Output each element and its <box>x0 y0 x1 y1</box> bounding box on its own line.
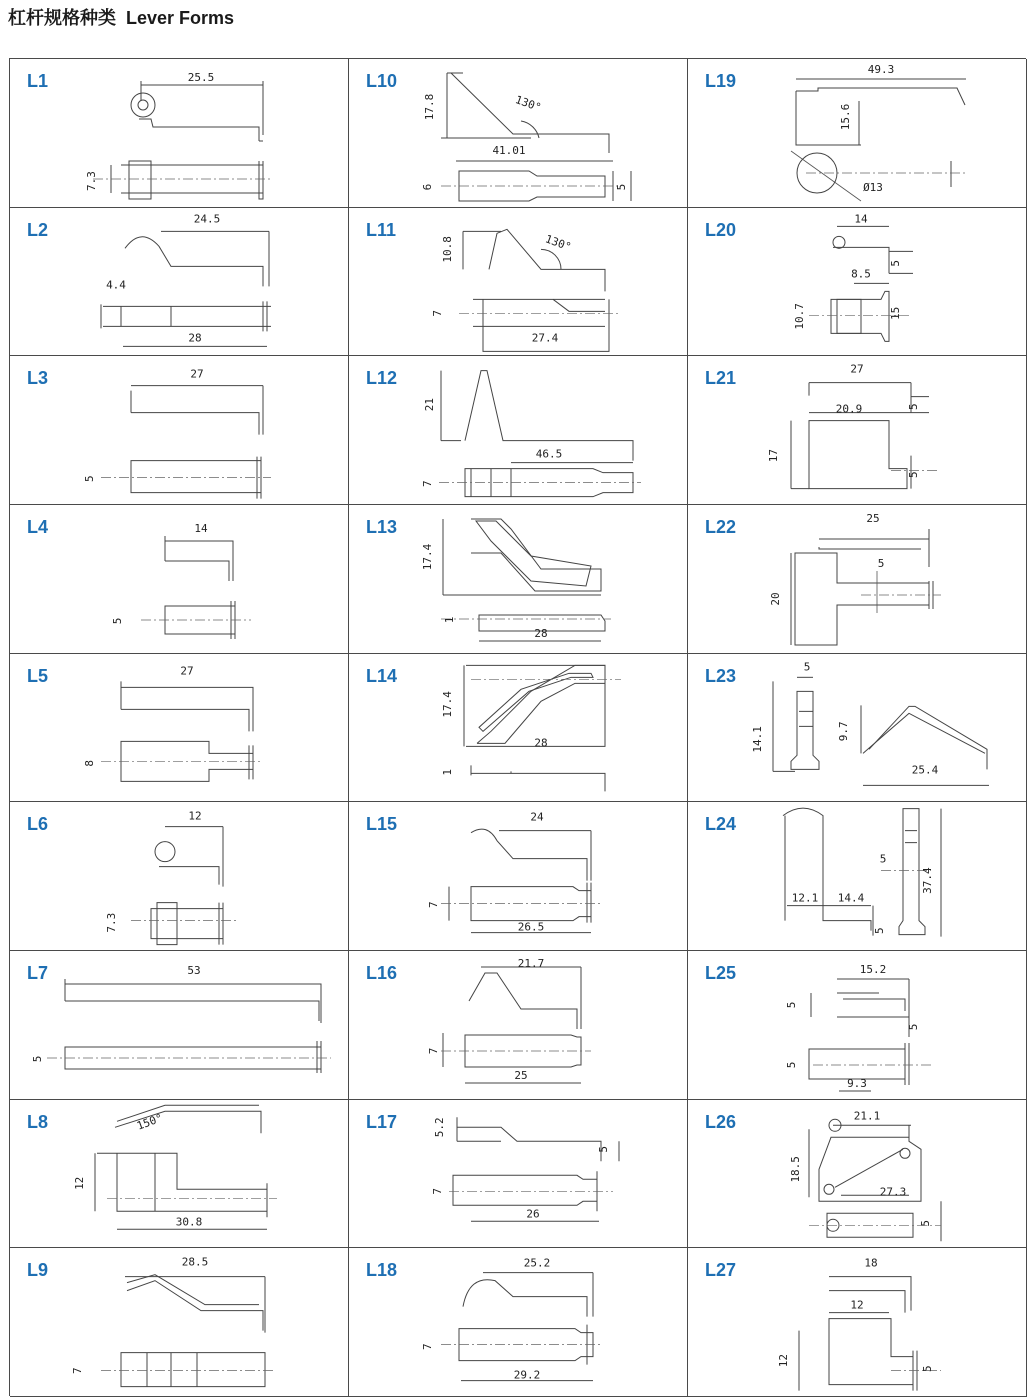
lever-cell-l9 <box>10 1248 349 1397</box>
dimension-label: 8 <box>83 759 96 767</box>
outline-path <box>121 709 249 731</box>
roller-circle <box>833 236 845 248</box>
outline-path <box>829 1291 905 1313</box>
lever-drawing <box>688 356 1027 505</box>
dimension-label: 7 <box>427 1047 440 1055</box>
outline-path <box>147 1353 197 1387</box>
lever-code: L21 <box>705 368 737 389</box>
lever-code: L8 <box>27 1111 49 1132</box>
lever-drawing <box>349 951 688 1100</box>
dimension-label: 5 <box>31 1055 44 1063</box>
lever-code: L24 <box>705 814 737 835</box>
lever-drawing <box>10 356 349 505</box>
lever-code: L18 <box>366 1260 398 1281</box>
outline-path <box>809 1049 905 1079</box>
dimension-label: 130° <box>543 232 573 254</box>
dimension-label: 18.5 <box>789 1155 802 1183</box>
lever-drawing <box>349 1100 688 1249</box>
lever-code: L1 <box>27 71 49 91</box>
lever-cell-l12 <box>349 356 688 505</box>
lever-drawing <box>349 802 688 951</box>
outline-path <box>139 119 259 141</box>
dimension-label: 27.4 <box>531 330 559 344</box>
outline-path <box>905 831 917 843</box>
lever-cell-l18 <box>349 1248 688 1397</box>
outline-path <box>819 547 921 549</box>
outline-path <box>131 413 259 435</box>
outline-path <box>159 867 219 885</box>
outline-path <box>471 519 601 591</box>
dimension-label: 5 <box>921 1365 934 1373</box>
dimension-label: 130° <box>513 93 543 115</box>
lever-drawing <box>10 1100 349 1249</box>
dimension-label: 1 <box>443 616 456 624</box>
dimension-label: 27 <box>180 663 194 677</box>
outline-path <box>453 1175 597 1205</box>
dimension-label: 14 <box>194 521 208 535</box>
lever-drawing <box>10 505 349 654</box>
dimension-label: 46.5 <box>535 447 563 461</box>
dimension-label: 5 <box>877 556 885 570</box>
lever-cell-l5 <box>10 654 349 803</box>
lever-drawing <box>688 802 1027 951</box>
outline-path <box>165 561 229 581</box>
dimension-label: 5 <box>873 927 886 935</box>
dimension-label: 27.3 <box>879 1184 907 1198</box>
dimension-label: 5 <box>879 852 887 866</box>
dimension-label: 14.4 <box>837 891 865 905</box>
dimension-label: 37.4 <box>921 867 934 895</box>
dimension-label: 150° <box>135 1110 165 1133</box>
lever-cell-l14 <box>349 654 688 803</box>
dimension-label: 7 <box>431 309 444 317</box>
outline-path <box>103 306 271 326</box>
outline-path <box>457 1127 601 1161</box>
dimension-label: 5 <box>83 475 96 483</box>
lever-code: L14 <box>366 665 398 686</box>
outline-path <box>97 1153 267 1211</box>
outline-path <box>863 713 985 753</box>
dimension-label: 12 <box>850 1298 864 1312</box>
page-title-cn: 杠杆规格种类 <box>8 8 116 28</box>
dimension-label: 10.7 <box>793 302 806 330</box>
outline-path <box>131 461 261 493</box>
lever-cell-l24 <box>688 802 1027 951</box>
lever-code: L3 <box>27 368 49 389</box>
dimension-label: 24.5 <box>193 211 221 225</box>
dimension-label: 20 <box>769 592 782 606</box>
dimension-label: 7.3 <box>105 912 118 933</box>
lever-drawing <box>349 654 688 803</box>
lever-code: L5 <box>27 665 49 686</box>
outline-path <box>65 1001 319 1021</box>
outline-path <box>121 1353 265 1387</box>
roller-circle <box>155 842 175 862</box>
lever-drawing <box>10 951 349 1100</box>
lever-forms-grid <box>9 58 1026 1396</box>
lever-drawing <box>349 505 688 654</box>
dimension-label: 5 <box>907 471 920 479</box>
dimension-label: 5 <box>919 1219 932 1227</box>
lever-drawing <box>688 1248 1027 1397</box>
lever-drawing <box>10 654 349 803</box>
outline-path <box>905 1043 909 1085</box>
dimension-label: 9.3 <box>847 1076 867 1090</box>
dimension-label: 5 <box>597 1145 610 1153</box>
dimension-label: 53 <box>187 963 201 977</box>
outline-path <box>473 299 605 326</box>
lever-code: L7 <box>27 962 49 983</box>
dimension-label: 5 <box>615 183 628 191</box>
dimension-label: 26.5 <box>517 920 545 934</box>
lever-code: L13 <box>366 516 398 537</box>
lever-drawing <box>10 59 349 208</box>
lever-cell-l3 <box>10 356 349 505</box>
dimension-label: 26 <box>526 1206 540 1220</box>
roller-circle <box>138 100 148 110</box>
outline-path <box>809 421 907 489</box>
roller-circle <box>900 1148 910 1158</box>
lever-code: L27 <box>705 1260 737 1281</box>
dimension-label: 6 <box>421 183 434 191</box>
lever-cell-l7 <box>10 951 349 1100</box>
dimension-label: 21 <box>423 398 436 412</box>
outline-path <box>869 706 987 769</box>
lever-cell-l11 <box>349 208 688 357</box>
lever-drawing <box>10 802 349 951</box>
dimension-label: 28 <box>534 735 548 749</box>
lever-code: L10 <box>366 71 398 91</box>
dimension-label: 27 <box>190 367 204 381</box>
dimension-label: 28 <box>534 626 548 640</box>
lever-cell-l23 <box>688 654 1027 803</box>
dimension-label: 4.4 <box>106 277 126 291</box>
dimension-label: 25.4 <box>911 762 939 776</box>
lever-cell-l13 <box>349 505 688 654</box>
dimension-label: 7 <box>431 1187 444 1195</box>
dimension-label: 28.5 <box>181 1255 209 1269</box>
lever-drawing <box>349 59 688 208</box>
outline-path <box>521 121 539 138</box>
lever-code: L25 <box>705 962 737 983</box>
outline-path <box>151 909 223 939</box>
outline-path <box>799 711 813 726</box>
lever-code: L4 <box>27 516 49 537</box>
dimension-label: 25 <box>514 1068 528 1082</box>
dimension-label: 17.4 <box>421 543 434 571</box>
lever-drawing <box>688 59 1027 208</box>
lever-cell-l10 <box>349 59 688 208</box>
lever-cell-l27 <box>688 1248 1027 1397</box>
outline-path <box>127 1275 259 1305</box>
lever-drawing <box>10 208 349 357</box>
dimension-label: 5 <box>889 259 902 267</box>
lever-cell-l17 <box>349 1100 688 1249</box>
outline-path <box>471 773 605 791</box>
outline-path <box>796 88 965 105</box>
dimension-label: 27 <box>850 362 864 376</box>
lever-drawing <box>688 208 1027 357</box>
outline-path <box>541 249 561 269</box>
lever-code: L19 <box>705 71 737 91</box>
page-title-en: Lever Forms <box>126 8 235 28</box>
lever-code: L2 <box>27 219 49 240</box>
outline-path <box>835 1149 903 1187</box>
dimension-label: 14.1 <box>751 725 764 753</box>
lever-code: L17 <box>366 1111 398 1132</box>
lever-drawing <box>349 1248 688 1397</box>
outline-path <box>783 808 871 931</box>
lever-code: L15 <box>366 814 398 835</box>
lever-code: L22 <box>705 516 737 537</box>
dimension-label: 12.1 <box>791 891 819 905</box>
outline-path <box>471 829 587 881</box>
lever-cell-l2 <box>10 208 349 357</box>
lever-drawing <box>349 356 688 505</box>
dimension-label: 49.3 <box>867 63 895 76</box>
outline-path <box>791 151 861 201</box>
dimension-label: 25 <box>866 511 880 525</box>
roller-circle <box>824 1184 834 1194</box>
dimension-label: 15 <box>889 306 902 320</box>
outline-path <box>125 236 263 286</box>
outline-path <box>829 1319 913 1385</box>
dimension-label: 25.2 <box>523 1256 551 1270</box>
lever-drawing <box>688 654 1027 803</box>
lever-drawing <box>349 208 688 357</box>
outline-path <box>791 691 819 769</box>
outline-path <box>65 984 321 1023</box>
dimension-label: 21.7 <box>517 956 545 970</box>
dimension-label: 21.1 <box>853 1108 881 1122</box>
outline-path <box>121 306 171 326</box>
dimension-label: 1 <box>441 768 454 776</box>
lever-drawing <box>688 1100 1027 1249</box>
outline-path <box>249 745 253 779</box>
lever-cell-l4 <box>10 505 349 654</box>
dimension-label: 24 <box>530 810 544 824</box>
dimension-label: 30.8 <box>175 1214 203 1228</box>
dimension-label: 9.7 <box>837 721 850 741</box>
lever-cell-l16 <box>349 951 688 1100</box>
outline-path <box>469 973 577 1029</box>
dimension-label: Ø13 <box>863 181 883 194</box>
dimension-label: 29.2 <box>513 1368 541 1382</box>
outline-path <box>127 1281 263 1331</box>
outline-path <box>317 1041 321 1073</box>
dimension-label: 17.4 <box>441 690 454 718</box>
dimension-label: 15.2 <box>859 962 887 976</box>
dimension-label: 17.8 <box>423 93 436 121</box>
dimension-label: 15.6 <box>839 103 852 131</box>
dimension-label: 5 <box>907 1023 920 1031</box>
outline-path <box>479 673 593 731</box>
outline-path <box>837 993 905 1011</box>
dimension-label: 12 <box>777 1354 790 1368</box>
lever-cell-l19 <box>688 59 1027 208</box>
lever-code: L26 <box>705 1111 737 1132</box>
outline-path <box>451 73 609 153</box>
page-title <box>8 4 234 30</box>
roller-circle <box>131 93 155 117</box>
lever-cell-l6 <box>10 802 349 951</box>
outline-path <box>795 553 929 645</box>
lever-drawing <box>688 505 1027 654</box>
dimension-label: 5 <box>803 659 811 673</box>
lever-cell-l1 <box>10 59 349 208</box>
dimension-label: 5 <box>785 1001 798 1009</box>
lever-cell-l22 <box>688 505 1027 654</box>
lever-code: L23 <box>705 665 737 686</box>
lever-cell-l25 <box>688 951 1027 1100</box>
lever-code: L12 <box>366 368 398 389</box>
lever-code: L6 <box>27 814 49 835</box>
lever-code: L11 <box>366 219 397 240</box>
dimension-label: 7 <box>421 1343 434 1351</box>
lever-drawing <box>688 951 1027 1100</box>
dimension-label: 14 <box>854 211 868 225</box>
dimension-label: 7.3 <box>85 171 98 191</box>
dimension-label: 7 <box>421 480 434 488</box>
outline-path <box>463 1280 587 1317</box>
lever-cell-l20 <box>688 208 1027 357</box>
dimension-label: 25.5 <box>187 71 215 84</box>
dimension-label: 17 <box>767 449 780 463</box>
dimension-label: 7 <box>71 1367 84 1375</box>
dimension-label: 41.01 <box>492 144 526 157</box>
lever-code: L20 <box>705 219 737 240</box>
lever-code: L16 <box>366 962 398 983</box>
dimension-label: 28 <box>188 330 202 344</box>
dimension-label: 12 <box>73 1176 86 1190</box>
lever-code: L9 <box>27 1260 49 1281</box>
dimension-label: 12 <box>188 809 202 823</box>
lever-cell-l8 <box>10 1100 349 1249</box>
dimension-label: 5 <box>907 403 920 411</box>
dimension-label: 5 <box>785 1061 798 1069</box>
outline-path <box>829 1277 911 1311</box>
dimension-label: 5.2 <box>433 1116 446 1137</box>
dimension-label: 7 <box>427 901 440 909</box>
dimension-label: 10.8 <box>441 235 454 263</box>
lever-cell-l21 <box>688 356 1027 505</box>
lever-cell-l15 <box>349 802 688 951</box>
lever-drawing <box>10 1248 349 1397</box>
lever-cell-l26 <box>688 1100 1027 1249</box>
dimension-label: 5 <box>111 617 124 625</box>
dimension-label: 8.5 <box>851 266 871 280</box>
outline-path <box>831 299 861 333</box>
dimension-label: 20.9 <box>835 402 863 416</box>
dimension-label: 18 <box>864 1256 878 1270</box>
